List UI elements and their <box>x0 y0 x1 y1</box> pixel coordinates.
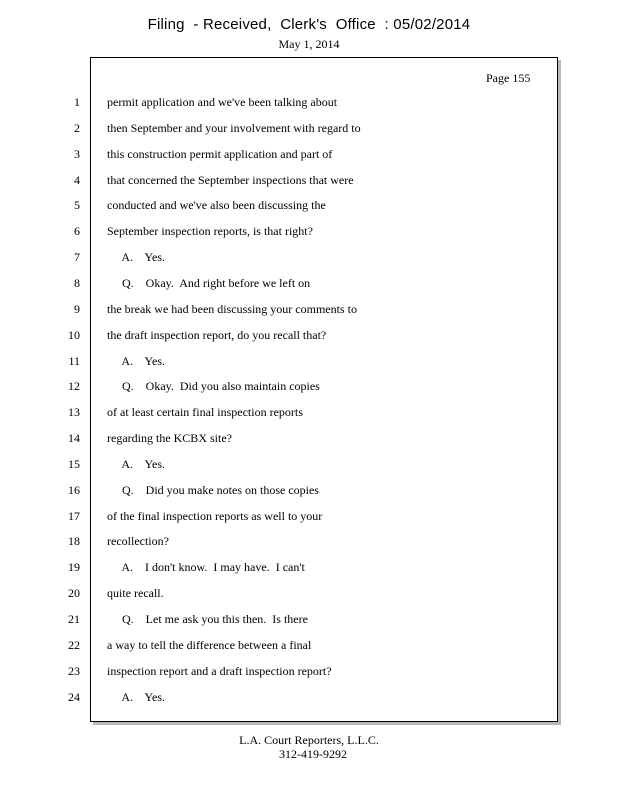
line-number: 21 <box>68 612 80 626</box>
deposition-date: May 1, 2014 <box>278 37 340 51</box>
line-number: 11 <box>68 354 80 368</box>
transcript-line: A. Yes. <box>107 250 166 264</box>
line-number: 17 <box>68 509 80 523</box>
line-number: 23 <box>68 664 80 678</box>
filing-stamp: Filing - Received, Clerk's Office : 05/02/2014 <box>147 16 471 33</box>
line-number: 22 <box>68 638 80 652</box>
transcript-line: Q. Let me ask you this then. Is there <box>107 612 308 626</box>
line-number: 8 <box>74 276 80 290</box>
line-number: 7 <box>74 250 80 264</box>
transcript-line: this construction permit application and part of <box>107 147 333 161</box>
transcript-line: Q. Okay. And right before we left on <box>107 276 311 290</box>
line-number: 18 <box>68 534 80 548</box>
transcript-line: permit application and we've been talking about <box>107 95 338 109</box>
line-number: 4 <box>74 173 80 187</box>
line-number: 19 <box>68 560 80 574</box>
transcript-line: of at least certain final inspection reports <box>107 405 303 419</box>
line-number: 1 <box>74 95 80 109</box>
line-number: 14 <box>68 431 80 445</box>
transcript-line: A. Yes. <box>107 457 166 471</box>
line-number: 3 <box>74 147 80 161</box>
transcript-line: September inspection reports, is that right? <box>107 224 313 238</box>
line-number: 10 <box>68 328 80 342</box>
transcript-line: recollection? <box>107 534 169 548</box>
transcript-line: quite recall. <box>107 586 164 600</box>
line-number: 24 <box>68 690 80 704</box>
transcript-line: A. Yes. <box>107 354 166 368</box>
reporter-company: L.A. Court Reporters, L.L.C. <box>239 733 379 747</box>
transcript-line: of the final inspection reports as well to your <box>107 509 323 523</box>
transcript-line: Q. Okay. Did you also maintain copies <box>107 379 320 393</box>
transcript-line: then September and your involvement with regard to <box>107 121 361 135</box>
transcript-line: conducted and we've also been discussing the <box>107 198 326 212</box>
line-number: 6 <box>74 224 80 238</box>
page-number: Page 155 <box>486 71 531 85</box>
line-number: 20 <box>68 586 80 600</box>
transcript-line: the draft inspection report, do you recall that? <box>107 328 327 342</box>
line-number: 2 <box>74 121 80 135</box>
line-number: 16 <box>68 483 80 497</box>
transcript-line: Q. Did you make notes on those copies <box>107 483 319 497</box>
transcript-line: a way to tell the difference between a final <box>107 638 312 652</box>
transcript-line: inspection report and a draft inspection report? <box>107 664 332 678</box>
transcript-line: that concerned the September inspections that were <box>107 173 354 187</box>
transcript-line: A. I don't know. I may have. I can't <box>107 560 305 574</box>
line-number: 15 <box>68 457 80 471</box>
transcript-line: A. Yes. <box>107 690 166 704</box>
line-number: 9 <box>74 302 80 316</box>
transcript-line: regarding the KCBX site? <box>107 431 232 445</box>
line-number: 13 <box>68 405 80 419</box>
reporter-phone: 312-419-9292 <box>279 747 347 761</box>
line-number: 5 <box>74 198 80 212</box>
line-number: 12 <box>68 379 80 393</box>
transcript-line: the break we had been discussing your comments to <box>107 302 357 316</box>
